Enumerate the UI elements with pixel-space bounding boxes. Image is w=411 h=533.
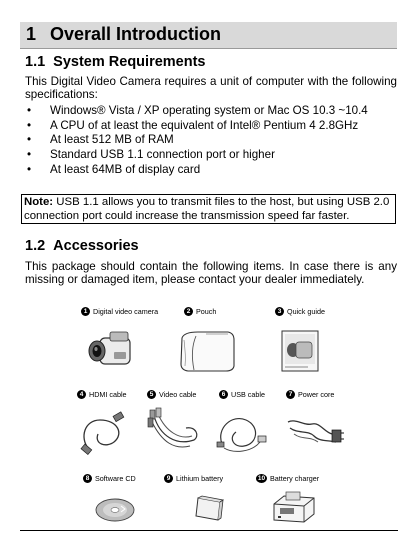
note-box: [21, 194, 396, 224]
number-circle: 5: [147, 390, 156, 399]
section-number: 1.1: [25, 54, 46, 70]
number-circle: 8: [83, 474, 92, 483]
list-item-text: At least 64MB of display card: [50, 162, 201, 176]
system-requirements-intro: This Digital Video Camera requires a unit of computer with the following specifications:: [25, 75, 397, 101]
accessory-label-text: Digital video camera: [93, 307, 159, 316]
accessories-intro: This package should contain the following items. In case there is any missing or damaged item, please contact your dealer immediately.: [25, 260, 397, 286]
list-item-text: At least 512 MB of RAM: [50, 133, 174, 147]
footer-rule: [20, 530, 398, 531]
accessory-label-power-cord: [286, 390, 334, 399]
section-number: 1.2: [25, 238, 46, 254]
list-item: [25, 148, 397, 163]
lithium-battery-icon: [192, 494, 226, 524]
chapter-header: [20, 22, 397, 49]
accessory-label-text: Power core: [298, 390, 335, 399]
bullet-icon: •: [27, 104, 32, 117]
number-circle: 1: [81, 307, 90, 316]
requirements-list: [25, 104, 397, 178]
hdmi-cable-icon: [78, 408, 130, 456]
note-label: Note:: [24, 196, 54, 208]
list-item-text: Windows® Vista / XP operating system or Mac OS 10.3 ~10.4: [50, 104, 368, 117]
camcorder-icon: [86, 328, 134, 372]
battery-charger-icon: [270, 490, 318, 526]
section-heading-accessories: [25, 238, 139, 254]
accessory-label-battery-charger: [256, 474, 319, 483]
accessory-label-quick-guide: [275, 307, 325, 316]
number-circle: 9: [164, 474, 173, 483]
section-heading-system-requirements: [25, 54, 205, 70]
number-circle: 3: [275, 307, 284, 316]
software-cd-icon: [94, 496, 136, 524]
chapter-number: 1: [26, 24, 37, 44]
bullet-icon: •: [27, 118, 32, 132]
list-item: [25, 119, 397, 134]
list-item: [25, 104, 397, 119]
list-item: [25, 163, 397, 178]
number-circle: 7: [286, 390, 295, 399]
chapter-title-text: Overall Introduction: [50, 24, 222, 44]
accessory-label-hdmi-cable: [77, 390, 127, 399]
note-text: USB 1.1 allows you to transmit files to the host, but using USB 2.0 connection port could increase the transmission speed far faster.: [24, 196, 390, 222]
accessory-label-software-cd: [83, 474, 136, 483]
list-item: [25, 133, 397, 148]
accessory-label-pouch: [184, 307, 216, 316]
accessory-label-text: Video cable: [159, 390, 197, 399]
quick-guide-icon: [278, 328, 324, 376]
bullet-icon: •: [27, 162, 32, 176]
section-title: Accessories: [53, 238, 139, 254]
accessory-label-text: Lithium battery: [176, 474, 224, 483]
accessory-label-camera: [81, 307, 158, 316]
accessory-label-text: USB cable: [231, 390, 265, 399]
list-item-text: Standard USB 1.1 connection port or higher: [50, 148, 275, 162]
accessory-label-text: HDMI cable: [89, 390, 127, 399]
usb-cable-icon: [214, 408, 268, 456]
number-circle: 6: [219, 390, 228, 399]
accessory-label-text: Battery charger: [270, 474, 320, 483]
number-circle: 2: [184, 307, 193, 316]
bullet-icon: •: [27, 148, 32, 162]
number-circle: 10: [257, 475, 266, 482]
accessory-label-usb-cable: [219, 390, 265, 399]
accessory-label-text: Software CD: [95, 474, 136, 483]
power-cord-icon: [284, 412, 344, 452]
pouch-icon: [176, 328, 238, 374]
accessory-label-text: Quick guide: [287, 307, 325, 316]
chapter-title: [26, 24, 221, 45]
accessory-label-lithium-battery: [164, 474, 223, 483]
video-cable-icon: [146, 406, 202, 456]
section-title: System Requirements: [53, 54, 206, 70]
number-circle: 4: [77, 390, 86, 399]
list-item-text: A CPU of at least the equivalent of Intel® Pentium 4 2.8GHz: [50, 118, 359, 132]
bullet-icon: •: [27, 133, 32, 147]
accessory-label-video-cable: [147, 390, 196, 399]
accessory-label-text: Pouch: [196, 307, 217, 316]
